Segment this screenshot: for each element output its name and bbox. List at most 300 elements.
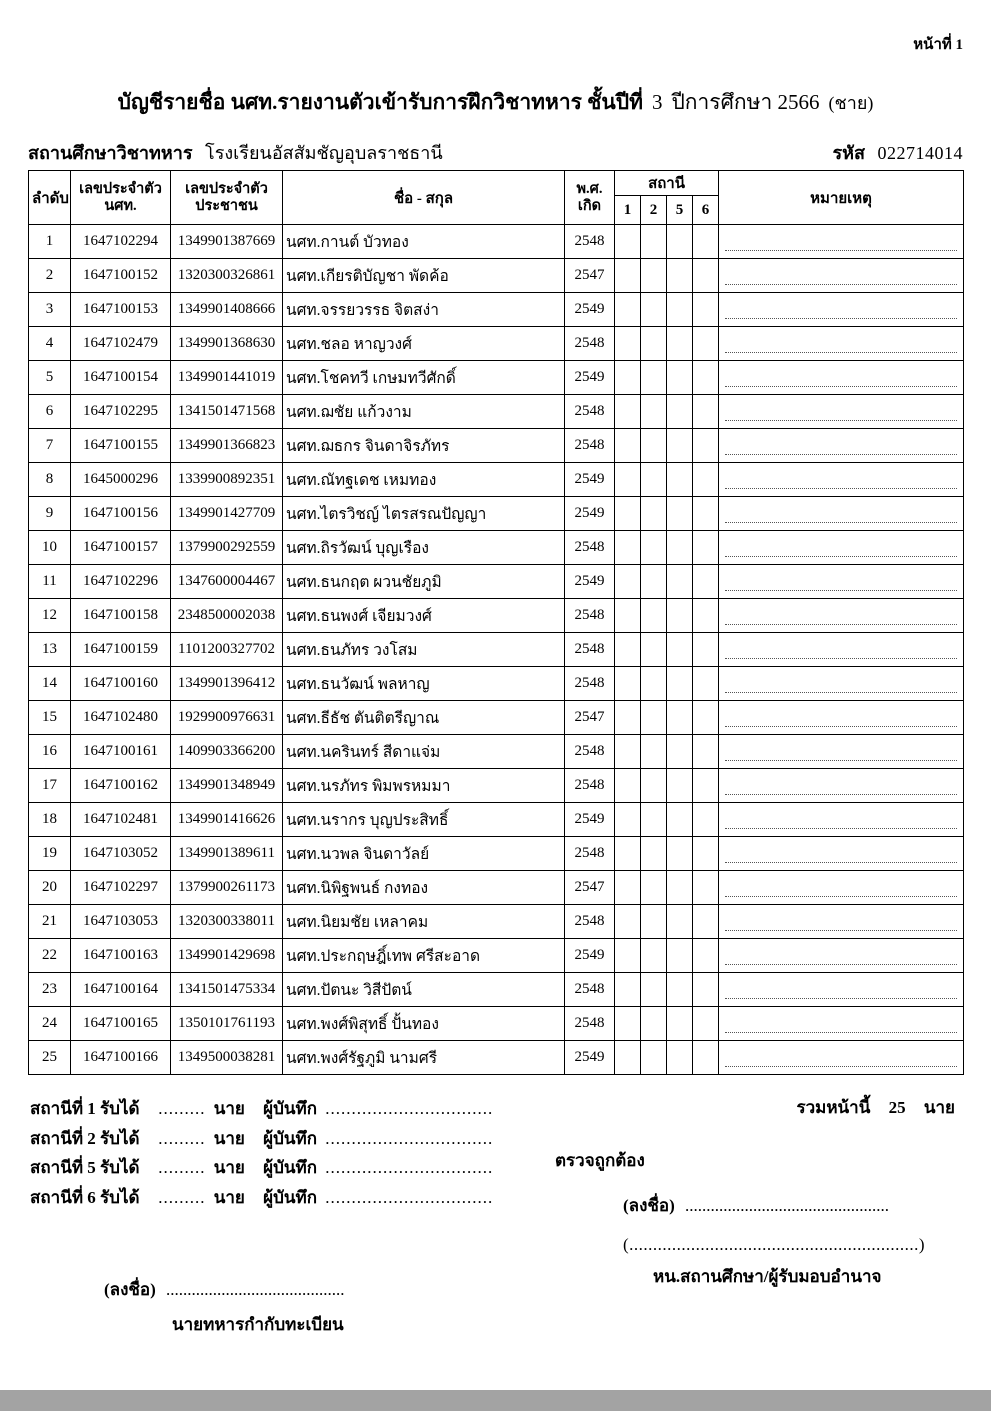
row-student-id: 1647100152 [71,259,171,293]
station-line-2 [30,1124,493,1154]
row-student-id: 1647100161 [71,735,171,769]
row-station-2-cell [641,361,667,395]
row-station-2-cell [641,667,667,701]
row-citizen-id: 1349901366823 [171,429,283,463]
row-remark [719,463,964,497]
row-citizen-id: 1349901427709 [171,497,283,531]
row-station-1-cell [615,225,641,259]
row-station-5-cell [667,361,693,395]
station-6-recorder-label: ผู้บันทึก [263,1187,318,1207]
row-citizen-id: 1341501475334 [171,973,283,1007]
row-birth-year: 2548 [565,599,615,633]
row-station-2-cell [641,599,667,633]
row-station-5-cell [667,599,693,633]
row-citizen-id: 1320300326861 [171,259,283,293]
verification-block [545,1094,963,1290]
row-birth-year: 2549 [565,463,615,497]
school-name: โรงเรียนอัสสัมชัญอุบลราชธานี [205,143,443,163]
row-station-6-cell [693,531,719,565]
row-remark [719,701,964,735]
page-total-count: 25 [888,1098,906,1117]
header-station: สถานี [615,171,719,196]
row-citizen-id: 1349901348949 [171,769,283,803]
row-student-id: 1647102296 [71,565,171,599]
remark-dotted-line [725,543,957,557]
header-station-1: 1 [615,196,641,225]
row-station-2-cell [641,429,667,463]
row-station-5-cell [667,939,693,973]
code-group [832,138,963,167]
title-gender: (ชาย) [828,93,874,113]
row-station-5-cell [667,667,693,701]
table-row [29,871,964,905]
remark-dotted-line [725,305,957,319]
row-station-2-cell [641,259,667,293]
row-citizen-id: 1101200327702 [171,633,283,667]
remark-dotted-line [725,271,957,285]
remark-dotted-line [725,407,957,421]
title-class-year: 3 [651,90,663,114]
row-student-id: 1647103052 [71,837,171,871]
school-row [28,138,963,167]
title-prefix: บัญชีรายชื่อ นศท.รายงานตัวเข้ารับการฝึกวิชาทหาร ชั้นปีที่ [117,90,643,114]
remark-dotted-line [725,951,957,965]
station-line-5 [30,1153,493,1183]
row-citizen-id: 1409903366200 [171,735,283,769]
table-row [29,497,964,531]
row-name: นศท.ธนภัทร วงโสม [283,633,565,667]
row-student-id: 1647102480 [71,701,171,735]
row-birth-year: 2548 [565,633,615,667]
row-station-2-cell [641,225,667,259]
row-name: นศท.ชลอ หาญวงศ์ [283,327,565,361]
row-station-2-cell [641,633,667,667]
row-station-1-cell [615,293,641,327]
header-birth-year-l1: พ.ศ. [576,180,603,197]
registrar-signature-block [104,1276,345,1338]
station-5-label: สถานีที่ 5 รับได้ [30,1158,140,1177]
row-student-id: 1647102294 [71,225,171,259]
station-1-count-blank: ......... [158,1099,206,1118]
row-station-2-cell [641,463,667,497]
row-station-6-cell [693,803,719,837]
remark-dotted-line [725,679,957,693]
row-station-6-cell [693,1007,719,1041]
row-birth-year: 2548 [565,429,615,463]
station-6-count-blank: ......... [158,1187,206,1207]
row-remark [719,429,964,463]
table-row [29,633,964,667]
row-remark [719,973,964,1007]
row-student-id: 1645000296 [71,463,171,497]
row-no: 13 [29,633,71,667]
row-no: 5 [29,361,71,395]
remark-dotted-line [725,883,957,897]
table-row [29,293,964,327]
remark-dotted-line [725,237,957,251]
station-2-count-blank: ......... [158,1128,206,1148]
row-student-id: 1647100157 [71,531,171,565]
row-station-2-cell [641,871,667,905]
row-citizen-id: 1349901416626 [171,803,283,837]
row-birth-year: 2549 [565,293,615,327]
row-station-1-cell [615,939,641,973]
row-remark [719,837,964,871]
row-citizen-id: 1349901387669 [171,225,283,259]
table-row [29,1041,964,1075]
row-name: นศท.ธีธัช ตันติตรีญาณ [283,701,565,735]
row-citizen-id: 1341501471568 [171,395,283,429]
row-station-2-cell [641,293,667,327]
row-name: นศท.ฌชัย แก้วงาม [283,395,565,429]
row-remark [719,327,964,361]
remark-dotted-line [725,577,957,591]
row-birth-year: 2549 [565,565,615,599]
row-remark [719,871,964,905]
row-remark [719,395,964,429]
row-birth-year: 2548 [565,531,615,565]
row-station-6-cell [693,259,719,293]
table-row [29,837,964,871]
row-birth-year: 2548 [565,769,615,803]
row-station-1-cell [615,599,641,633]
row-name: นศท.ถิรวัฒน์ บุญเรือง [283,531,565,565]
row-birth-year: 2549 [565,939,615,973]
roster-header [29,171,964,225]
row-birth-year: 2549 [565,803,615,837]
row-station-5-cell [667,871,693,905]
row-remark [719,939,964,973]
row-station-6-cell [693,293,719,327]
row-station-1-cell [615,973,641,1007]
row-name: นศท.กานต์ บัวทอง [283,225,565,259]
row-station-1-cell [615,429,641,463]
station-5-recorder-label: ผู้บันทึก [263,1158,318,1177]
head-sign-blank: ................................................ [685,1196,890,1215]
row-student-id: 1647100164 [71,973,171,1007]
row-birth-year: 2548 [565,905,615,939]
school-label: สถานศึกษาวิชาทหาร [28,143,193,163]
scan-bottom-edge [0,1390,991,1411]
head-sign-title: หน.สถานศึกษา/ผู้รับมอบอำนาจ [653,1267,882,1286]
row-name: นศท.ปัตนะ วิสีปัตน์ [283,973,565,1007]
row-remark [719,565,964,599]
row-station-2-cell [641,973,667,1007]
row-no: 23 [29,973,71,1007]
remark-dotted-line [725,849,957,863]
row-station-5-cell [667,1007,693,1041]
header-name: ชื่อ - สกุล [283,171,565,225]
row-name: นศท.ธนพงศ์ เจียมวงศ์ [283,599,565,633]
row-station-2-cell [641,905,667,939]
row-birth-year: 2548 [565,327,615,361]
row-citizen-id: 1379900292559 [171,531,283,565]
table-row [29,327,964,361]
row-station-1-cell [615,395,641,429]
row-no: 12 [29,599,71,633]
row-station-5-cell [667,565,693,599]
row-student-id: 1647102481 [71,803,171,837]
page-total-unit: นาย [923,1098,955,1117]
row-citizen-id: 1350101761193 [171,1007,283,1041]
header-citizen-id-l2: ประชาชน [195,197,258,214]
row-station-5-cell [667,803,693,837]
row-station-1-cell [615,497,641,531]
row-station-5-cell [667,837,693,871]
row-station-2-cell [641,769,667,803]
row-remark [719,735,964,769]
remark-dotted-line [725,917,957,931]
station-5-recorder-blank: ................................ [325,1158,494,1177]
row-name: นศท.นวพล จินดาวัลย์ [283,837,565,871]
row-no: 24 [29,1007,71,1041]
table-row [29,259,964,293]
row-remark [719,769,964,803]
table-row [29,463,964,497]
row-station-1-cell [615,667,641,701]
row-citizen-id: 1379900261173 [171,871,283,905]
row-no: 11 [29,565,71,599]
row-name: นศท.นิยมชัย เหลาคม [283,905,565,939]
table-row [29,973,964,1007]
row-student-id: 1647103053 [71,905,171,939]
remark-dotted-line [725,1053,957,1067]
roster-table-wrap [28,170,964,1075]
table-row [29,599,964,633]
row-remark [719,803,964,837]
row-station-5-cell [667,293,693,327]
header-student-id-l1: เลขประจำตัว [79,180,162,197]
row-citizen-id: 1349901429698 [171,939,283,973]
row-birth-year: 2548 [565,973,615,1007]
remark-dotted-line [725,713,957,727]
row-station-1-cell [615,837,641,871]
row-station-1-cell [615,633,641,667]
station-5-unit: นาย [213,1158,245,1177]
row-remark [719,225,964,259]
table-row [29,395,964,429]
station-6-recorder-blank: ................................ [325,1187,494,1207]
row-name: นศท.จรรยวรรธ จิตสง่า [283,293,565,327]
registrar-sign-blank: .......................................... [166,1280,345,1299]
row-station-1-cell [615,463,641,497]
row-name: นศท.ฌธกร จินดาจิรภัทร [283,429,565,463]
row-birth-year: 2549 [565,361,615,395]
row-no: 19 [29,837,71,871]
row-birth-year: 2547 [565,701,615,735]
remark-dotted-line [725,611,957,625]
table-row [29,361,964,395]
head-sign-label: (ลงชื่อ) [623,1196,675,1215]
roster-table [28,170,964,1075]
row-station-6-cell [693,667,719,701]
row-citizen-id: 2348500002038 [171,599,283,633]
row-station-1-cell [615,531,641,565]
row-station-6-cell [693,905,719,939]
row-station-6-cell [693,735,719,769]
row-remark [719,633,964,667]
header-citizen-id [171,171,283,225]
row-station-1-cell [615,1041,641,1075]
row-no: 21 [29,905,71,939]
row-citizen-id: 1349901389611 [171,837,283,871]
row-remark [719,1041,964,1075]
row-station-5-cell [667,905,693,939]
remark-dotted-line [725,339,957,353]
row-no: 8 [29,463,71,497]
table-row [29,905,964,939]
row-name: นศท.นรากร บุญประสิทธิ์ [283,803,565,837]
row-remark [719,905,964,939]
table-row [29,1007,964,1041]
row-student-id: 1647102297 [71,871,171,905]
remark-dotted-line [725,1019,957,1033]
registrar-sign-label: (ลงชื่อ) [104,1280,156,1299]
table-row [29,565,964,599]
row-remark [719,667,964,701]
row-birth-year: 2549 [565,1041,615,1075]
station-1-unit: นาย [213,1099,245,1118]
row-station-6-cell [693,361,719,395]
remark-dotted-line [725,815,957,829]
row-citizen-id: 1320300338011 [171,905,283,939]
row-station-6-cell [693,871,719,905]
row-citizen-id: 1929900976631 [171,701,283,735]
row-station-5-cell [667,327,693,361]
row-student-id: 1647100158 [71,599,171,633]
remark-dotted-line [725,373,957,387]
roster-body [29,225,964,1075]
row-no: 1 [29,225,71,259]
row-name: นศท.พงศ์รัฐภูมิ นามศรี [283,1041,565,1075]
row-station-6-cell [693,463,719,497]
row-student-id: 1647100160 [71,667,171,701]
table-row [29,531,964,565]
row-station-6-cell [693,701,719,735]
row-station-2-cell [641,531,667,565]
header-student-id-l2: นศท. [104,197,137,214]
row-citizen-id: 1339900892351 [171,463,283,497]
row-birth-year: 2547 [565,871,615,905]
row-station-1-cell [615,769,641,803]
station-1-label: สถานีที่ 1 รับได้ [30,1099,140,1118]
station-2-recorder-blank: ................................ [325,1128,494,1148]
header-citizen-id-l1: เลขประจำตัว [185,180,268,197]
row-no: 18 [29,803,71,837]
row-station-1-cell [615,735,641,769]
table-row [29,225,964,259]
row-no: 16 [29,735,71,769]
row-station-1-cell [615,327,641,361]
page-total-label: รวมหน้านี้ [796,1098,871,1117]
row-station-1-cell [615,701,641,735]
row-citizen-id: 1349500038281 [171,1041,283,1075]
row-station-5-cell [667,973,693,1007]
row-station-5-cell [667,225,693,259]
row-station-1-cell [615,361,641,395]
row-name: นศท.นรภัทร พิมพรหมมา [283,769,565,803]
row-no: 6 [29,395,71,429]
row-remark [719,1007,964,1041]
title-academic-year: ปีการศึกษา 2566 [671,90,820,114]
row-citizen-id: 1347600004467 [171,565,283,599]
station-summary-block [30,1094,493,1212]
row-no: 22 [29,939,71,973]
station-1-recorder-blank: ................................ [325,1099,494,1118]
table-row [29,735,964,769]
row-name: นศท.นิพิฐพนธ์ กงทอง [283,871,565,905]
row-station-2-cell [641,1007,667,1041]
row-station-5-cell [667,769,693,803]
row-station-6-cell [693,429,719,463]
row-station-2-cell [641,1041,667,1075]
row-station-6-cell [693,973,719,1007]
row-station-2-cell [641,497,667,531]
station-line-1 [30,1094,493,1124]
station-5-count-blank: ......... [158,1158,206,1177]
station-6-label: สถานีที่ 6 รับได้ [30,1187,140,1207]
row-station-5-cell [667,1041,693,1075]
table-row [29,769,964,803]
row-no: 17 [29,769,71,803]
row-name: นศท.นครินทร์ สีดาแจ่ม [283,735,565,769]
row-station-2-cell [641,803,667,837]
header-station-2: 2 [641,196,667,225]
head-sign-name-blank: (.............................................................) [623,1235,926,1254]
station-1-recorder-label: ผู้บันทึก [263,1099,318,1118]
station-2-label: สถานีที่ 2 รับได้ [30,1128,140,1148]
row-name: นศท.โชคทวี เกษมทวีศักดิ์ [283,361,565,395]
row-station-5-cell [667,463,693,497]
row-station-5-cell [667,395,693,429]
row-station-1-cell [615,803,641,837]
code-label: รหัส [832,143,865,163]
table-row [29,429,964,463]
row-station-2-cell [641,395,667,429]
row-station-2-cell [641,565,667,599]
row-station-2-cell [641,735,667,769]
row-station-6-cell [693,395,719,429]
header-station-6: 6 [693,196,719,225]
row-remark [719,293,964,327]
row-station-6-cell [693,1041,719,1075]
table-row [29,701,964,735]
row-name: นศท.ธนวัฒน์ พลหาญ [283,667,565,701]
row-student-id: 1647100156 [71,497,171,531]
table-row [29,939,964,973]
head-signature-line [623,1192,963,1219]
registrar-signature-line [104,1276,345,1303]
row-station-6-cell [693,837,719,871]
row-citizen-id: 1349901408666 [171,293,283,327]
school-group [28,138,443,167]
table-row [29,803,964,837]
row-remark [719,599,964,633]
row-station-6-cell [693,633,719,667]
station-2-recorder-label: ผู้บันทึก [263,1128,318,1148]
row-remark [719,259,964,293]
row-station-1-cell [615,565,641,599]
row-station-1-cell [615,871,641,905]
station-6-unit: นาย [213,1187,245,1207]
row-name: นศท.ไตรวิชญ์ ไตรสรณปัญญา [283,497,565,531]
row-station-2-cell [641,327,667,361]
row-birth-year: 2548 [565,225,615,259]
page-total [545,1094,963,1121]
row-no: 10 [29,531,71,565]
row-birth-year: 2547 [565,259,615,293]
row-name: นศท.พงศ์พิสุทธิ์ ปั้นทอง [283,1007,565,1041]
